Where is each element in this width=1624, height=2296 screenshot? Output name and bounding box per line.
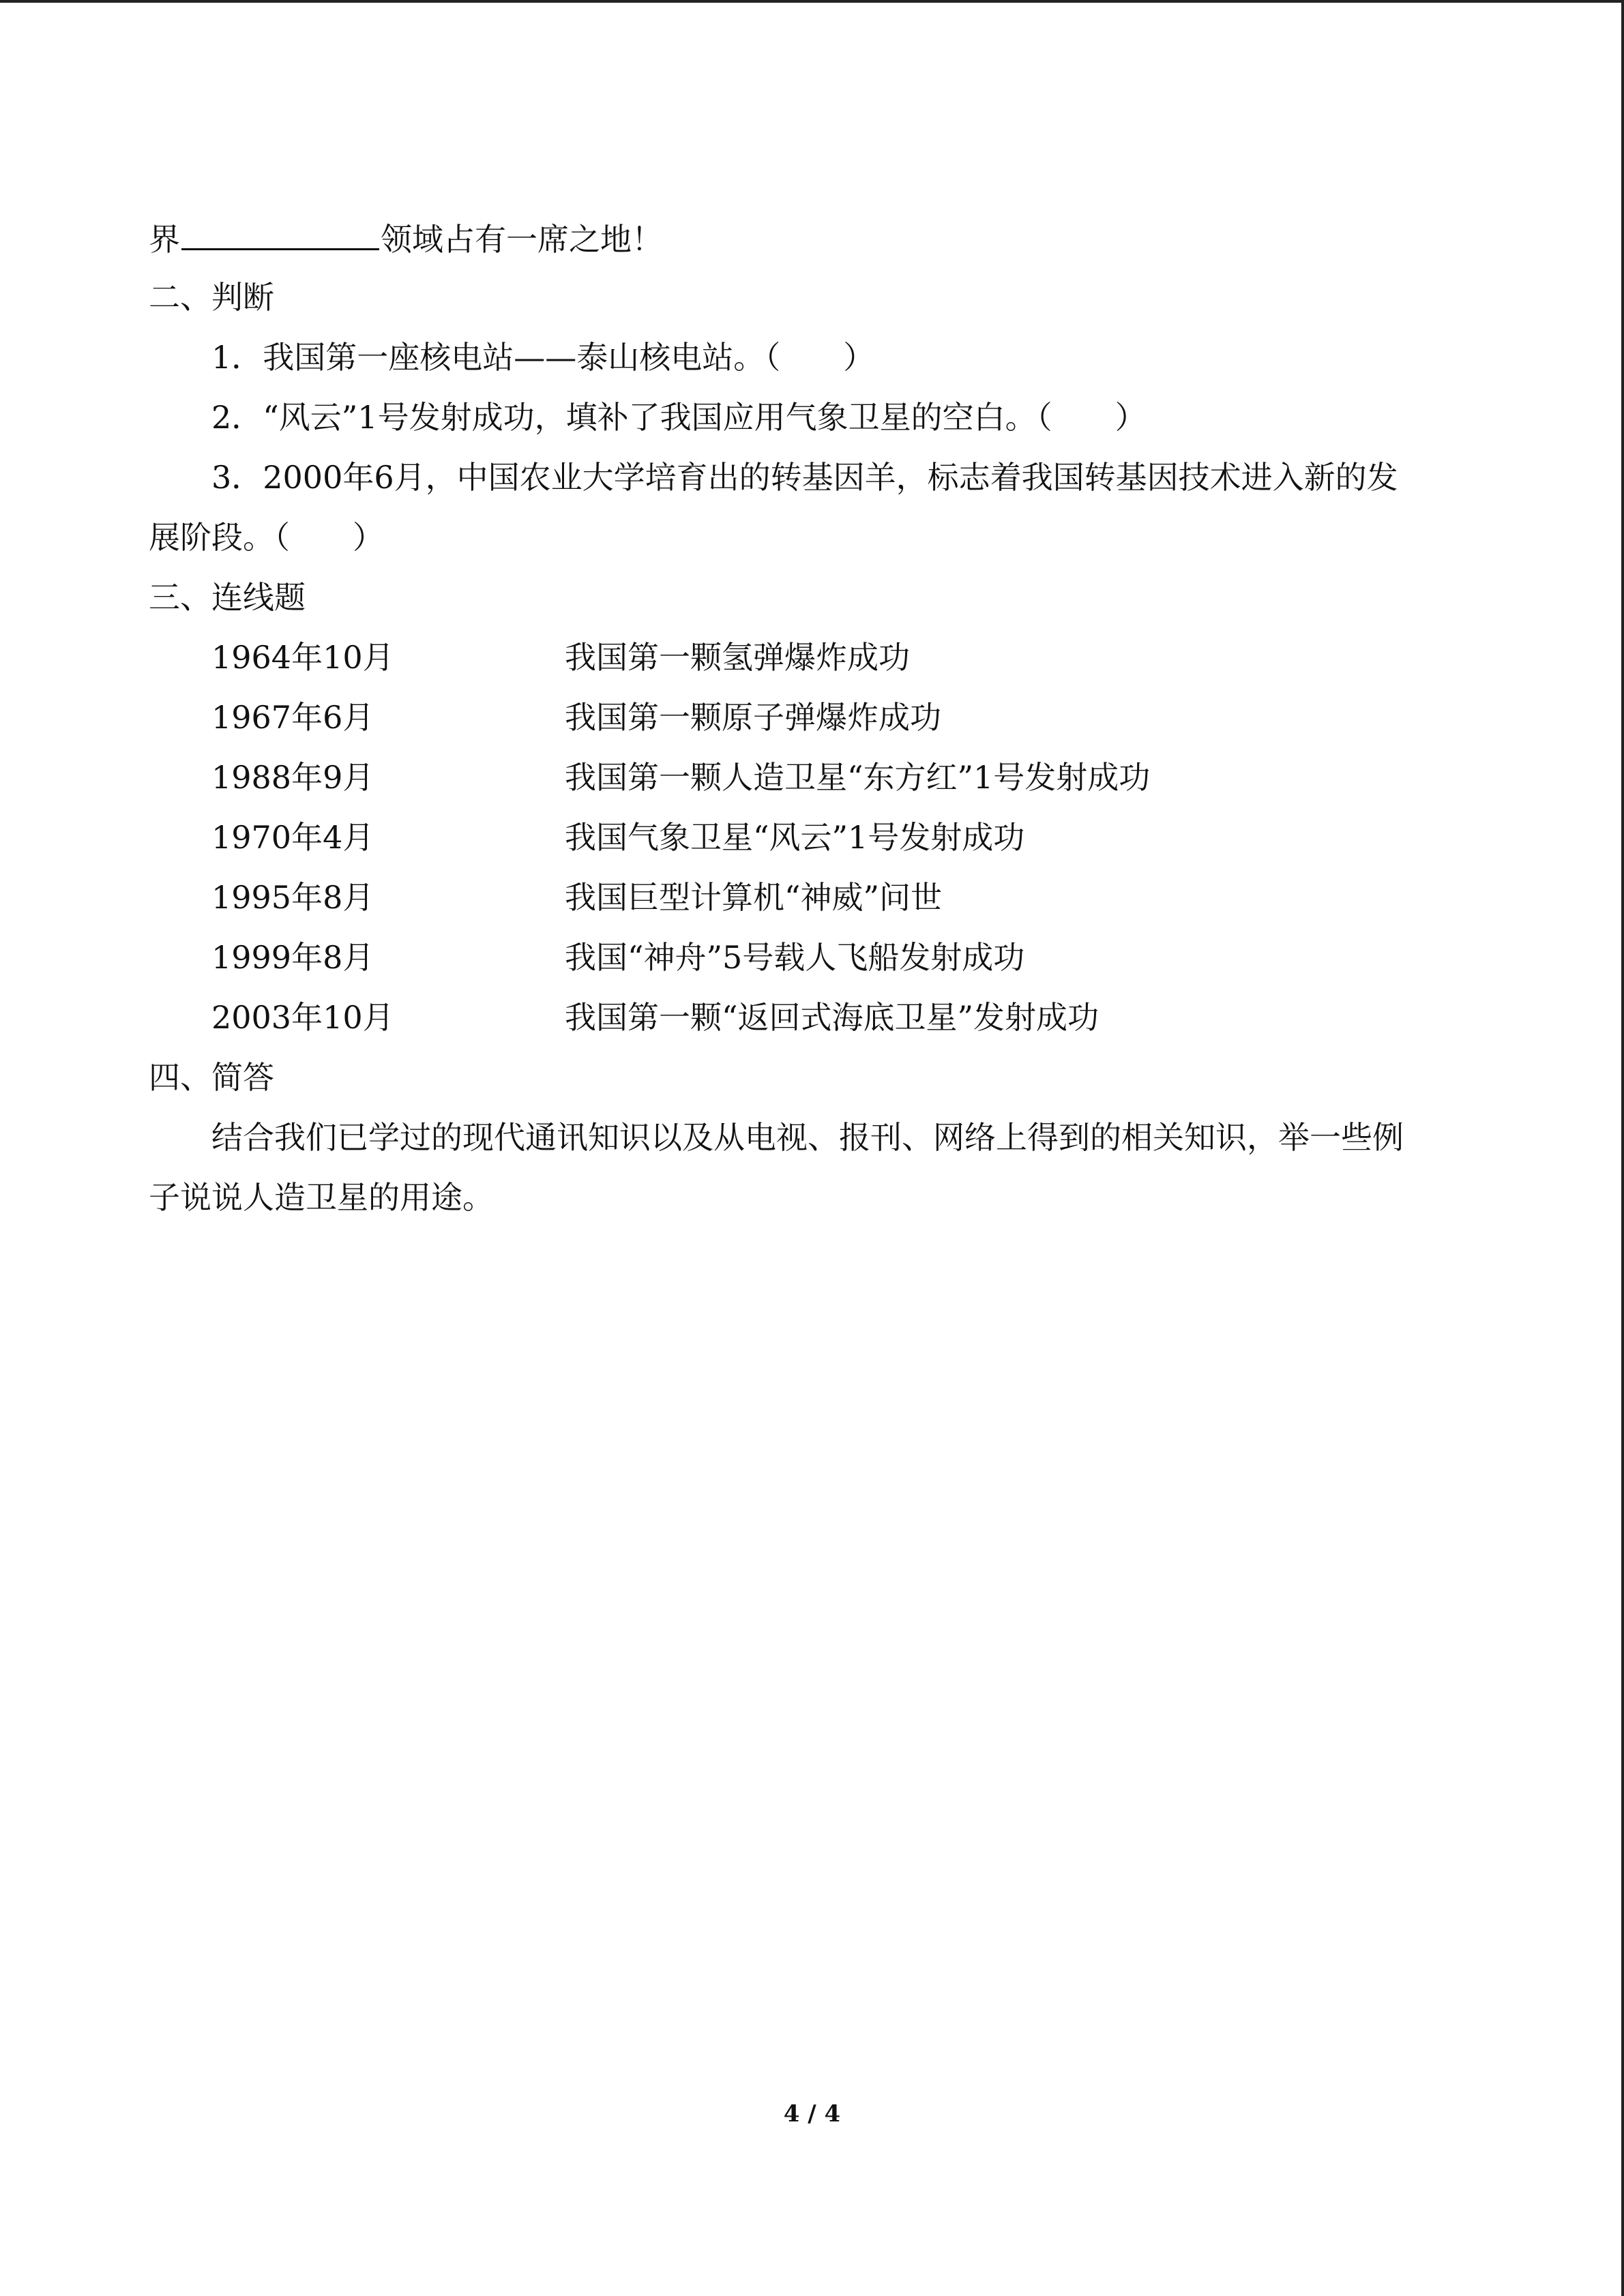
judge-question-3-line1: 3．2000年6月，中国农业大学培育出的转基因羊，标志着我国转基因技术进入新的发	[211, 459, 1398, 496]
match-date-1: 1964年10月	[211, 639, 394, 676]
fill-blank	[181, 217, 379, 250]
match-date-4: 1970年4月	[211, 819, 374, 856]
match-date-3: 1988年9月	[211, 759, 374, 796]
intro-line	[149, 217, 663, 260]
intro-prefix: 界	[149, 221, 180, 258]
match-event-4: 我国气象卫星“风云”1号发射成功	[565, 819, 1025, 856]
page-right-border	[1621, 0, 1624, 2296]
match-date-5: 1995年8月	[211, 879, 374, 916]
match-event-7: 我国第一颗“返回式海底卫星”发射成功	[565, 999, 1099, 1036]
match-date-7: 2003年10月	[211, 999, 394, 1036]
page-number: 4 / 4	[783, 2100, 841, 2128]
match-event-1: 我国第一颗氢弹爆炸成功	[565, 639, 910, 676]
match-event-5: 我国巨型计算机“神威”问世	[565, 879, 943, 916]
match-date-6: 1999年8月	[211, 939, 374, 976]
section4-heading: 四、简答	[149, 1059, 274, 1096]
short-answer-line2: 子说说人造卫星的用途。	[149, 1179, 494, 1216]
section3-heading: 三、连线题	[149, 579, 306, 616]
section2-heading: 二、判断	[149, 279, 274, 316]
judge-question-3-line2: 展阶段。（ ）	[149, 519, 384, 556]
match-event-6: 我国“神舟”5号载人飞船发射成功	[565, 939, 1025, 976]
judge-question-1: 1．我国第一座核电站——泰山核电站。（ ）	[211, 339, 875, 376]
match-date-2: 1967年6月	[211, 699, 374, 736]
page-top-border	[0, 0, 1624, 3]
short-answer-line1: 结合我们已学过的现代通讯知识以及从电视、报刊、网络上得到的相关知识，举一些例	[211, 1119, 1404, 1156]
match-event-3: 我国第一颗人造卫星“东方红”1号发射成功	[565, 759, 1151, 796]
judge-question-2: 2．“风云”1号发射成功，填补了我国应用气象卫星的空白。（ ）	[211, 399, 1147, 436]
intro-suffix: 领域占有一席之地！	[381, 221, 663, 258]
match-event-2: 我国第一颗原子弹爆炸成功	[565, 699, 941, 736]
